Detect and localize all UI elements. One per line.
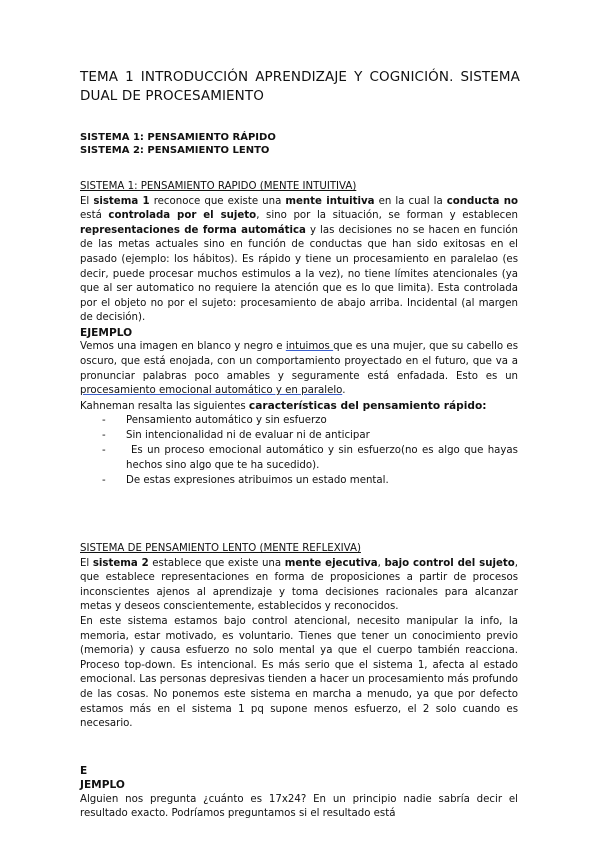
section-1-heading: SISTEMA 1: PENSAMIENTO RAPIDO (MENTE INTUITIVA)	[80, 181, 357, 192]
example-heading-a: E	[80, 765, 88, 777]
example-paragraph: Vemos una imagen en blanco y negro e intuimos que es una mujer, que su cabello es oscuro, que está enojada, con un comportamiento proyectado en el futuro, que va a pronunciar palabras poco amables y seguramente está enfadada. Esto es un procesamiento emocional automático y en paralelo.	[80, 341, 518, 397]
example-heading-b: JEMPLO	[80, 779, 125, 792]
list-item: - Pensamiento automático y sin esfuerzo	[80, 414, 518, 429]
example-heading: EJEMPLO	[80, 326, 133, 339]
section-2-paragraph-1: El sistema 2 establece que existe una mente ejecutiva, bajo control del sujeto, que establece representaciones en forma de proposiciones a partir de procesos inconscientes ajenos al aprendizaje y toma decisiones racionales para alcanzar metas y deseos conscientemente, establecidos y reconocidos.	[80, 557, 518, 613]
list-item: - De estas expresiones atribuimos un estado mental.	[80, 474, 518, 489]
section-1	[80, 180, 518, 488]
bullet-dash: -	[102, 474, 106, 486]
kahneman-paragraph: Kahneman resalta las siguientes características del pensamiento rápido:	[80, 399, 487, 412]
section-2-example	[80, 764, 518, 822]
section-2-paragraph-2: En este sistema estamos bajo control atencional, necesito manipular la info, la memoria, estar motivado, es voluntario. Tienes que tener un conocimiento previo (memoria) y causa esfuerzo no solo mental ya que el cuerpo también reacciona. Proceso top-down. Es intencional. Es más serio que el sistema 1, afecta al estado emocional. Las personas depresivas tienden a hacer un procesamiento más profundo de las cosas. No ponemos este sistema en marcha a menudo, ya que por defecto estamos más en el sistema 1 pq supone menos esfuerzo, el 2 solo cuando es necesario.	[80, 615, 518, 730]
bullet-dash: -	[102, 430, 106, 442]
section-1-paragraph: El sistema 1 reconoce que existe una mente intuitiva en la cual la conducta no está controlada por el sujeto, sino por la situación, se forman y establecen representaciones de forma automática y las decisiones no se hacen en función de las metas actuales sino en función de conductas que han sido exitosas en el pasado (ejemplo: los hábitos). Es rápido y tiene un procesamiento en paralelao (es decir, puede procesar muchos estimulos a la vez), no tiene límites atencionales (ya que al ser automatico no requiere la atención que es lo que limita). Esta controlada por el objeto no por el sujeto: procesamiento de abajo arriba. Incidental (al margen de decisión).	[80, 195, 518, 324]
systems-list	[80, 131, 518, 157]
system-1-label: SISTEMA 1: PENSAMIENTO RÁPIDO	[80, 132, 276, 143]
example-paragraph-2: Alguien nos pregunta ¿cuánto es 17x24? En un principio nadie sabría decir el resultado exacto. Podríamos preguntamos si el resultado está	[80, 793, 518, 820]
list-item: - Sin intencionalidad ni de evaluar ni de anticipar	[80, 429, 518, 444]
section-2-heading: SISTEMA DE PENSAMIENTO LENTO (MENTE REFLEXIVA)	[80, 543, 361, 554]
bullet-dash: -	[102, 415, 106, 427]
characteristics-list	[80, 414, 518, 488]
bullet-dash: -	[102, 444, 106, 456]
section-2	[80, 542, 518, 732]
list-item: - Es un proceso emocional automático y sin esfuerzo(no es algo que hayas hechos sino algo que te ha sucedido).	[102, 444, 518, 471]
system-2-label: SISTEMA 2: PENSAMIENTO LENTO	[80, 145, 270, 156]
page-title: TEMA 1 INTRODUCCIÓN APRENDIZAJE Y COGNICIÓN. SISTEMA DUAL DE PROCESAMIENTO	[80, 69, 520, 104]
